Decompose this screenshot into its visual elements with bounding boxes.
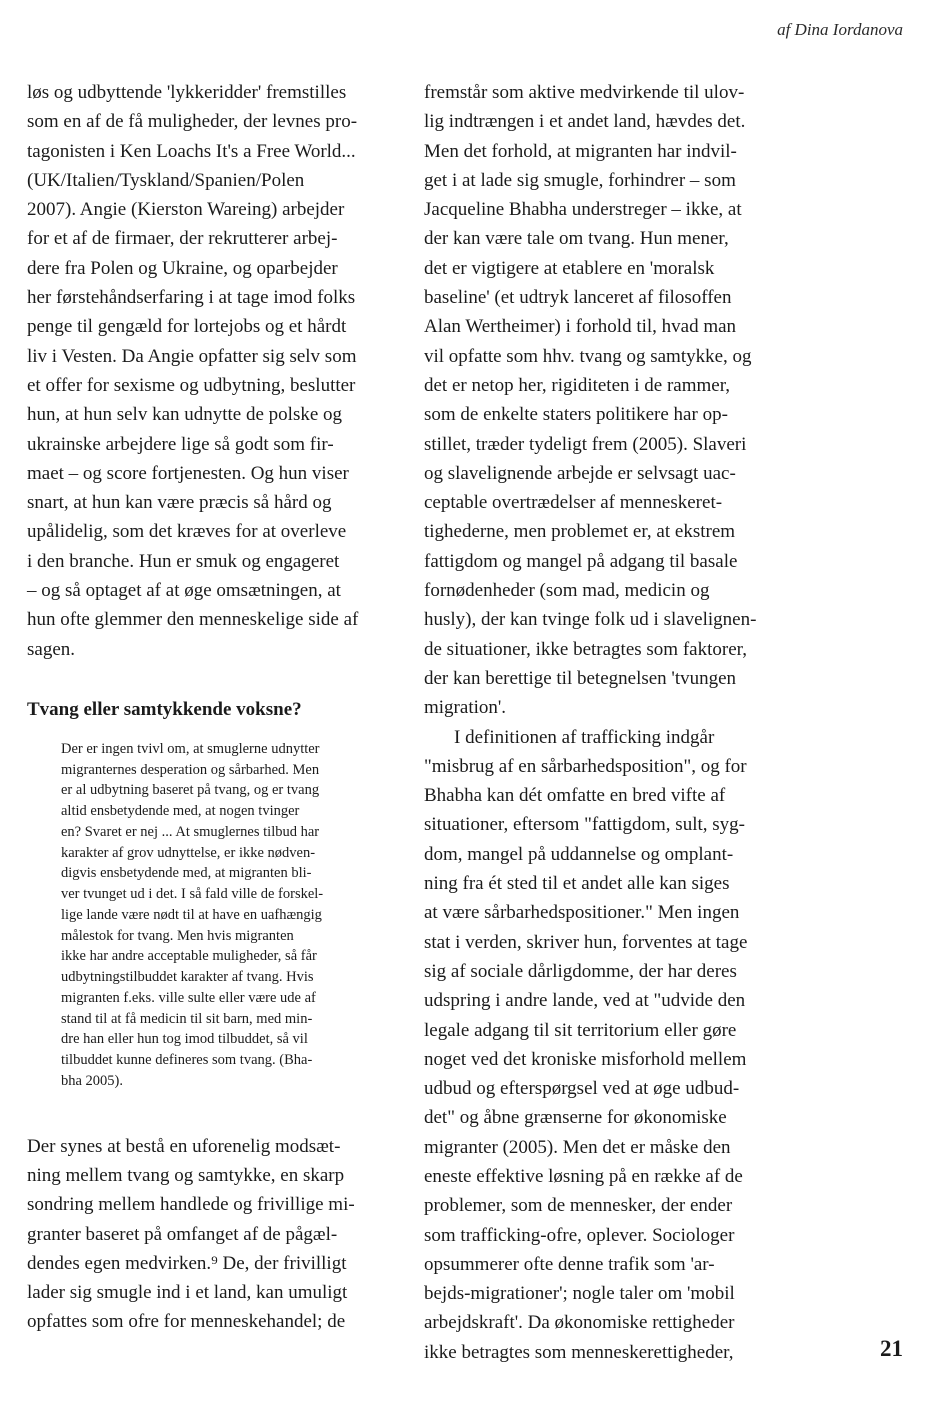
page-number: 21	[880, 1336, 903, 1361]
text-line: her førstehåndserfaring i at tage imod folks	[27, 287, 356, 309]
quote-line: migranten f.eks. ville sulte eller være ude af	[61, 989, 316, 1006]
text-line: Alan Wertheimer) i forhold til, hvad man	[424, 316, 737, 338]
text-line: stillet, træder tydeligt frem (2005). Slaveri	[424, 433, 747, 455]
running-head-author: af Dina Iordanova	[777, 20, 903, 39]
text-line: lig indtrængen i et andet land, hævdes det.	[424, 111, 746, 133]
text-line: get i at lade sig smugle, forhindrer – som	[424, 169, 736, 191]
text-line: snart, at hun kan være præcis så hård og	[27, 492, 332, 514]
text-line: noget ved det kroniske misforhold mellem	[424, 1048, 747, 1070]
text-line: dom, mangel på uddannelse og omplant-	[424, 843, 734, 865]
text-line: fattigdom og mangel på adgang til basale	[424, 550, 738, 572]
text-line: vil opfatte som hhv. tvang og samtykke, og	[424, 345, 752, 367]
text-line: for et af de firmaer, der rekrutterer arbej-	[27, 228, 338, 250]
text-line: maet – og score fortjenesten. Og hun viser	[27, 462, 349, 484]
text-line: tighederne, men problemet er, at ekstrem	[424, 521, 736, 543]
paragraph-film-description	[27, 78, 405, 664]
text-line: hun ofte glemmer den menneskelige side af	[27, 609, 359, 631]
text-line: udspring i andre lande, ved at "udvide den	[424, 990, 746, 1012]
text-line: løs og udbyttende 'lykkeridder' fremstilles	[27, 82, 347, 103]
text-line: arbejdskraft'. Da økonomiske rettigheder	[424, 1312, 735, 1334]
text-line: dendes egen medvirken.⁹ De, der frivilligt	[27, 1252, 347, 1274]
text-line: "misbrug af en sårbarhedsposition", og for	[424, 755, 747, 777]
text-line: husly), der kan tvinge folk ud i slavelignen-	[424, 609, 757, 631]
quote-line: migranternes desperation og sårbarhed. Men	[61, 761, 320, 778]
quote-line: digvis ensbetydende med, at migranten bli-	[61, 865, 312, 882]
block-quote	[27, 739, 405, 1092]
text-line: legale adgang til sit territorium eller gøre	[424, 1019, 737, 1041]
text-line: ikke betragtes som menneskerettigheder,	[424, 1341, 734, 1363]
section-heading: Tvang eller samtykkende voksne?	[27, 698, 302, 720]
text-line: bejds-migrationer'; nogle taler om 'mobil	[424, 1283, 735, 1305]
quote-line: Der er ingen tvivl om, at smuglerne udnytter	[61, 740, 320, 757]
text-line: stat i verden, skriver hun, forventes at tage	[424, 931, 748, 953]
text-line: penge til gengæld for lortejobs og et hårdt	[27, 316, 347, 338]
text-line: liv i Vesten. Da Angie opfatter sig selv som	[27, 345, 357, 367]
text-line: ning mellem tvang og samtykke, en skarp	[27, 1164, 345, 1186]
text-line: sig af sociale dårligdomme, der har deres	[424, 960, 737, 982]
text-line: eneste effektive løsning på en række af de	[424, 1165, 743, 1187]
text-line: som trafficking-ofre, oplever. Sociologer	[424, 1224, 735, 1246]
quote-line: altid ensbetydende med, at nogen tvinger	[61, 803, 300, 820]
quote-line: dre han eller hun tog imod tilbuddet, så vil	[61, 1031, 308, 1048]
text-line: problemer, som de mennesker, der ender	[424, 1195, 733, 1217]
quote-line: bha 2005).	[61, 1072, 124, 1089]
text-line: at være sårbarhedspositioner." Men ingen	[424, 902, 740, 924]
text-line: i den branche. Hun er smuk og engageret	[27, 550, 340, 572]
text-line: lader sig smugle ind i et land, kan umuligt	[27, 1282, 348, 1304]
text-line: fornødenheder (som mad, medicin og	[424, 580, 710, 602]
text-line: de situationer, ikke betragtes som faktorer,	[424, 638, 747, 660]
quote-line: karakter af grov udnyttelse, er ikke nødven-	[61, 844, 316, 861]
paragraph-trafficking-definition	[424, 723, 802, 1368]
text-line: tagonisten i Ken Loachs It's a Free World...	[27, 140, 356, 162]
text-line: der kan berettige til betegnelsen 'tvungen	[424, 667, 737, 689]
quote-line: en? Svaret er nej ... At smuglernes tilbud har	[61, 823, 320, 840]
quote-line: stand til at få medicin til sit barn, med min-	[61, 1010, 313, 1027]
spacer	[27, 1092, 405, 1132]
text-line: fremstår som aktive medvirkende til ulov-	[424, 82, 745, 103]
text-line: ning fra ét sted til et andet alle kan siges	[424, 873, 730, 895]
text-line: opfattes som ofre for menneskehandel; de	[27, 1311, 346, 1333]
text-line: som en af de få muligheder, der levnes pro-	[27, 111, 358, 133]
text-line: baseline' (et udtryk lanceret af filosoffen	[424, 287, 732, 309]
quote-line: udbytningstilbuddet karakter af tvang. Hvis	[61, 969, 314, 986]
text-line: Men det forhold, at migranten har indvil-	[424, 140, 737, 162]
text-line: I definitionen af trafficking indgår	[454, 726, 715, 748]
quote-line: ikke har andre acceptable muligheder, så får	[61, 948, 317, 965]
text-line: – og så optaget af at øge omsætningen, at	[27, 580, 341, 602]
text-line: og slavelignende arbejde er selvsagt uac-	[424, 462, 736, 484]
right-column	[424, 78, 802, 1367]
text-line: sagen.	[27, 638, 76, 660]
text-line: situationer, eftersom "fattigdom, sult, syg-	[424, 814, 745, 836]
text-line: migranter (2005). Men det er måske den	[424, 1136, 731, 1158]
text-line: Der synes at bestå en uforenelig modsæt-	[27, 1135, 341, 1157]
text-line: upålidelig, som det kræves for at overleve	[27, 521, 347, 543]
text-line: 2007). Angie (Kierston Wareing) arbejder	[27, 199, 345, 221]
paragraph-bhabha-coercion	[424, 78, 802, 723]
quote-line: lige lande være nødt til at have en uafhængig	[61, 906, 322, 923]
text-line: hun, at hun selv kan udnytte de polske og	[27, 404, 343, 426]
quote-line: ver tvunget ud i det. I så fald ville de forskel-	[61, 886, 324, 903]
text-line: dere fra Polen og Ukraine, og oparbejder	[27, 257, 338, 279]
text-line: Bhabha kan dét omfatte en bred vifte af	[424, 785, 726, 807]
text-line: Jacqueline Bhabha understreger – ikke, at	[424, 199, 742, 221]
text-line: ceptable overtrædelser af menneskeret-	[424, 492, 723, 514]
quote-line: målestok for tvang. Men hvis migranten	[61, 927, 294, 944]
text-line: det" og åbne grænserne for økonomiske	[424, 1107, 727, 1129]
left-column	[27, 78, 405, 1337]
text-line: det er netop her, rigiditeten i de rammer,	[424, 374, 731, 396]
text-line: granter baseret på omfanget af de pågæl-	[27, 1223, 338, 1245]
paragraph-coercion-consent	[27, 1132, 405, 1337]
text-line: udbud og efterspørgsel ved at øge udbud-	[424, 1078, 740, 1100]
text-line: opsummerer ofte denne trafik som 'ar-	[424, 1253, 715, 1275]
text-line: det er vigtigere at etablere en 'moralsk	[424, 257, 715, 279]
quote-line: tilbuddet kunne defineres som tvang. (Bha-	[61, 1052, 313, 1069]
text-line: ukrainske arbejdere lige så godt som fir-	[27, 433, 334, 455]
quote-line: er al udbytning baseret på tvang, og er tvang	[61, 782, 320, 799]
text-line: et offer for sexisme og udbytning, beslutter	[27, 374, 356, 396]
text-line: (UK/Italien/Tyskland/Spanien/Polen	[27, 169, 305, 191]
text-line: der kan være tale om tvang. Hun mener,	[424, 228, 729, 250]
text-line: sondring mellem handlede og frivillige mi-	[27, 1194, 355, 1216]
text-line: migration'.	[424, 697, 507, 719]
text-line: som de enkelte staters politikere har op-	[424, 404, 728, 426]
